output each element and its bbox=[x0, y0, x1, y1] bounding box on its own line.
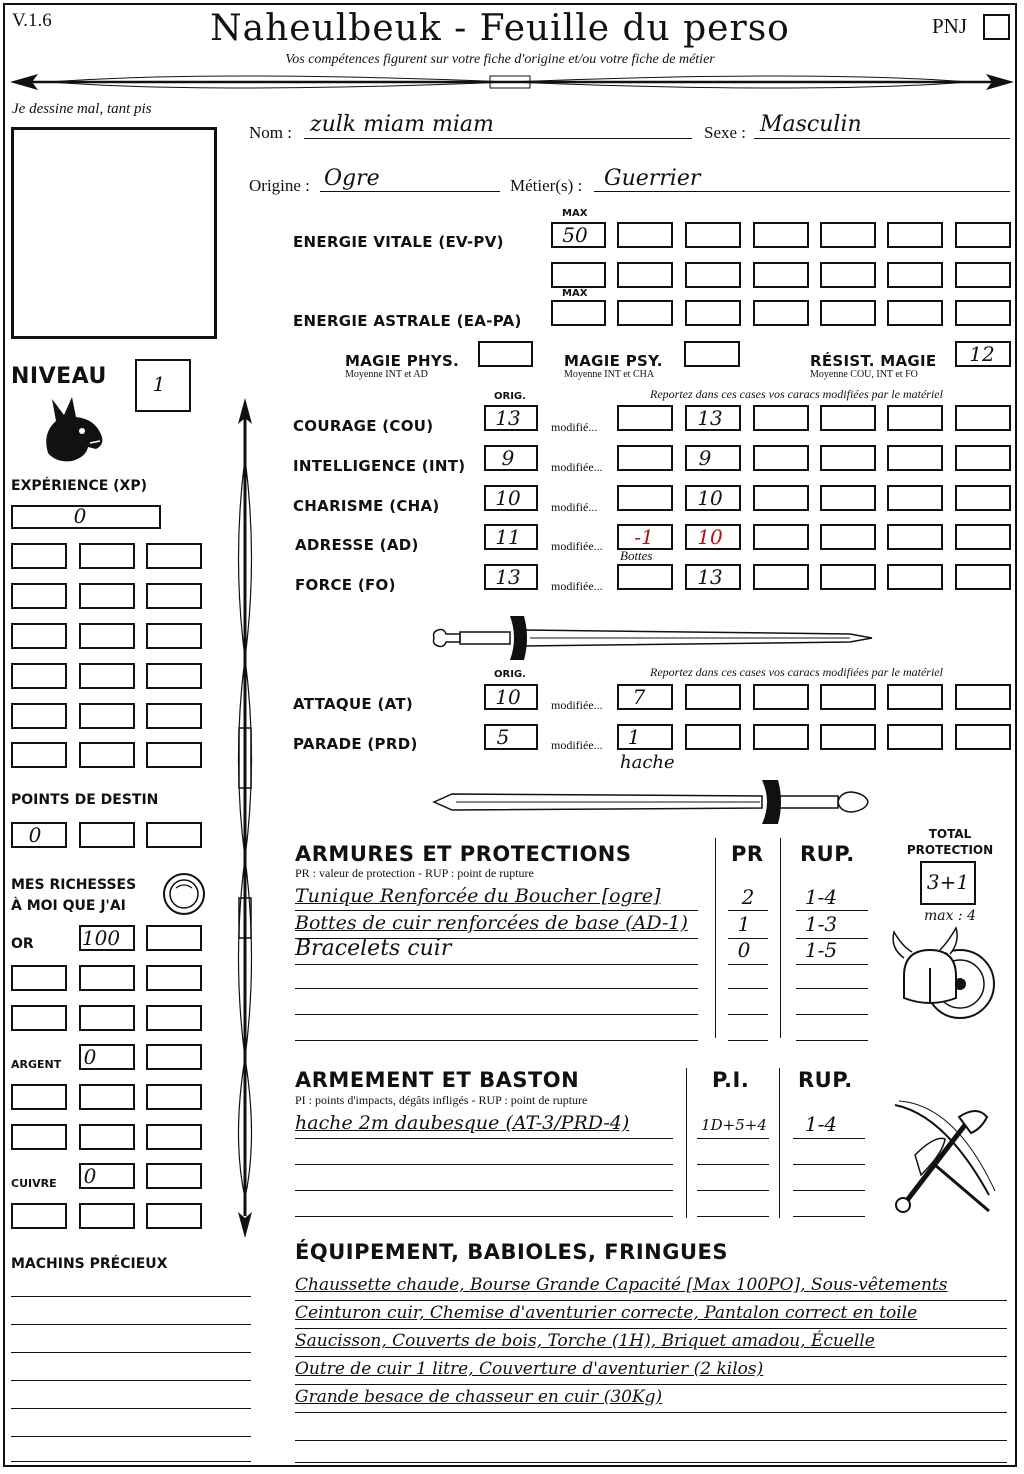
carac-mod-note-ad: Bottes bbox=[620, 548, 653, 563]
carac-box-int-3[interactable] bbox=[753, 445, 809, 471]
equipement-text-5: Grande besace de chasseur en cuir (30Kg) bbox=[295, 1387, 663, 1407]
carac-label-ad: ADRESSE (AD) bbox=[295, 536, 419, 554]
magie-psy-box[interactable] bbox=[684, 341, 740, 367]
armure-rup-2: 1-3 bbox=[804, 912, 838, 936]
ea-box-4[interactable] bbox=[820, 300, 876, 326]
origine-label: Origine : bbox=[249, 176, 310, 195]
arme-name-1: hache 2m daubesque (AT-3/PRD-4) bbox=[295, 1112, 630, 1134]
ev-box-3[interactable] bbox=[753, 222, 809, 248]
experience-label: EXPÉRIENCE (XP) bbox=[11, 478, 148, 494]
armure-name-3: Bracelets cuir bbox=[295, 936, 452, 961]
carac-box-cha-4[interactable] bbox=[820, 485, 876, 511]
argent-box-3[interactable] bbox=[11, 1084, 67, 1110]
carac-mod-label-fo: modifiée... bbox=[551, 579, 603, 593]
ev-max-label: MAX bbox=[562, 208, 588, 219]
combat-mod-label-prd: modifiée... bbox=[551, 738, 603, 752]
armement-title: ARMEMENT ET BASTON bbox=[295, 1068, 580, 1092]
ea-box-2[interactable] bbox=[685, 300, 741, 326]
armure-line-5[interactable] bbox=[295, 992, 698, 1015]
xp-box-18[interactable] bbox=[146, 742, 202, 768]
combat-note: Reportez dans ces cases vos caracs modifiées par le matériel bbox=[650, 665, 943, 679]
page-subtitle: Vos compétences figurent sur votre fiche d'origine et/ou votre fiche de métier bbox=[285, 52, 715, 67]
xp-box-9[interactable] bbox=[146, 623, 202, 649]
carac-mod-label-cha: modifié... bbox=[551, 500, 598, 514]
carac-box-cou-4[interactable] bbox=[820, 405, 876, 431]
combat-box-prd-3[interactable] bbox=[753, 724, 809, 750]
combat-box-at-6[interactable] bbox=[955, 684, 1011, 710]
carac-label-cou: COURAGE (COU) bbox=[293, 417, 434, 435]
combat-box-prd-4[interactable] bbox=[820, 724, 876, 750]
armure-name-2: Bottes de cuir renforcées de base (AD-1) bbox=[295, 912, 688, 934]
cuivre-box-3[interactable] bbox=[11, 1203, 67, 1229]
carac-final-value-ad: 10 bbox=[697, 525, 723, 549]
ea-max-box[interactable] bbox=[551, 300, 606, 326]
combat-label-at: ATTAQUE (AT) bbox=[293, 695, 414, 713]
arme-rup-line-4[interactable] bbox=[793, 1194, 865, 1217]
carac-box-fo-3[interactable] bbox=[753, 564, 809, 590]
magie-psy-label: MAGIE PSY. bbox=[564, 352, 663, 370]
armure-line-4[interactable] bbox=[295, 966, 698, 989]
resist-magie-note: Moyenne COU, INT et FO bbox=[810, 369, 918, 380]
carac-orig-value-ad: 11 bbox=[495, 525, 521, 549]
experience-value: 0 bbox=[73, 504, 87, 528]
or-label: OR bbox=[11, 936, 34, 952]
arme-rup-line-3[interactable] bbox=[793, 1168, 865, 1191]
carac-orig-value-cha: 10 bbox=[495, 486, 521, 510]
resist-magie-label: RÉSIST. MAGIE bbox=[810, 352, 937, 370]
cuivre-label: CUIVRE bbox=[11, 1177, 57, 1190]
armure-rup-3: 1-5 bbox=[804, 938, 838, 962]
carac-box-cou-5[interactable] bbox=[887, 405, 943, 431]
richesses-label-1: MES RICHESSES bbox=[11, 877, 137, 893]
richesses-label-2: À MOI QUE J'AI bbox=[11, 898, 126, 914]
carac-orig-value-cou: 13 bbox=[495, 406, 521, 430]
carac-box-cou-3[interactable] bbox=[753, 405, 809, 431]
machins-line-5[interactable] bbox=[11, 1388, 251, 1409]
page-title: Naheulbeuk - Feuille du perso bbox=[210, 8, 790, 49]
arme-line-4[interactable] bbox=[295, 1194, 673, 1217]
vertical-spear-icon bbox=[228, 398, 262, 1238]
or-box-4[interactable] bbox=[79, 965, 135, 991]
metier-value: Guerrier bbox=[604, 166, 701, 191]
armure-rup-line-4[interactable] bbox=[796, 966, 868, 989]
carac-mod-label-int: modifiée... bbox=[551, 460, 603, 474]
ev-box-10[interactable] bbox=[753, 262, 809, 288]
magie-psy-note: Moyenne INT et CHA bbox=[564, 369, 655, 380]
arme-line-2[interactable] bbox=[295, 1142, 673, 1165]
carac-final-value-fo: 13 bbox=[697, 565, 723, 589]
combat-mod-value-prd: 1 bbox=[627, 725, 641, 749]
combat-box-at-5[interactable] bbox=[887, 684, 943, 710]
combat-orig-value-prd: 5 bbox=[496, 725, 510, 749]
ea-label: ENERGIE ASTRALE (EA-PA) bbox=[293, 312, 522, 330]
machins-line-7[interactable] bbox=[11, 1441, 251, 1462]
xp-box-15[interactable] bbox=[146, 703, 202, 729]
argent-box-7[interactable] bbox=[79, 1124, 135, 1150]
arme-pi-line-4[interactable] bbox=[697, 1194, 769, 1217]
magie-phys-note: Moyenne INT et AD bbox=[345, 369, 428, 380]
combat-box-prd-6[interactable] bbox=[955, 724, 1011, 750]
carac-label-fo: FORCE (FO) bbox=[295, 576, 396, 594]
portrait-caption: Je dessine mal, tant pis bbox=[12, 101, 152, 117]
combat-mod-note: hache bbox=[620, 752, 675, 773]
xp-box-13[interactable] bbox=[11, 703, 67, 729]
equipement-text-3: Saucisson, Couverts de bois, Torche (1H), Briquet amadou, Écuelle bbox=[295, 1331, 875, 1351]
armure-pr-line-5[interactable] bbox=[728, 992, 768, 1015]
carac-orig-value-int: 9 bbox=[501, 446, 515, 470]
armures-rup-label: RUP. bbox=[800, 842, 855, 866]
xp-box-7[interactable] bbox=[11, 623, 67, 649]
ev-box-4[interactable] bbox=[820, 222, 876, 248]
or-box-6[interactable] bbox=[11, 1005, 67, 1031]
carac-mod-box-cha[interactable] bbox=[617, 485, 673, 511]
ev-max-value: 50 bbox=[562, 223, 588, 247]
argent-box-5[interactable] bbox=[146, 1084, 202, 1110]
armement-col-divider-1 bbox=[686, 1068, 687, 1218]
dragon-head-icon bbox=[38, 393, 108, 465]
carac-box-int-6[interactable] bbox=[955, 445, 1011, 471]
carac-mod-label-cou: modifié... bbox=[551, 420, 598, 434]
sexe-value: Masculin bbox=[760, 112, 862, 137]
armure-pr-line-4[interactable] bbox=[728, 966, 768, 989]
ev-box-13[interactable] bbox=[955, 262, 1011, 288]
combat-orig-label: ORIG. bbox=[494, 669, 526, 680]
machins-line-3[interactable] bbox=[11, 1332, 251, 1353]
carac-mod-box-fo[interactable] bbox=[617, 564, 673, 590]
carac-final-value-cou: 13 bbox=[697, 406, 723, 430]
carac-box-fo-4[interactable] bbox=[820, 564, 876, 590]
helmet-shield-icon bbox=[890, 928, 1000, 1028]
total-protection-max: max : 4 bbox=[923, 908, 977, 924]
armure-line-6[interactable] bbox=[295, 1018, 698, 1041]
carac-box-fo-6[interactable] bbox=[955, 564, 1011, 590]
arme-rup-1: 1-4 bbox=[804, 1112, 838, 1136]
spear-divider-icon bbox=[10, 62, 1014, 102]
carac-mod-box-cou[interactable] bbox=[617, 405, 673, 431]
equipement-text-1: Chaussette chaude, Bourse Grande Capacité [Max 100PO], Sous-vêtements bbox=[295, 1275, 948, 1295]
xp-box-8[interactable] bbox=[79, 623, 135, 649]
carac-box-ad-3[interactable] bbox=[753, 524, 809, 550]
niveau-label: NIVEAU bbox=[11, 364, 107, 389]
nom-value: zulk miam miam bbox=[310, 112, 494, 137]
cuivre-value: 0 bbox=[83, 1164, 97, 1188]
ev-box-2[interactable] bbox=[685, 222, 741, 248]
armures-note: PR : valeur de protection - RUP : point de rupture bbox=[295, 866, 534, 880]
arme-pi-line-3[interactable] bbox=[697, 1168, 769, 1191]
or-box-7[interactable] bbox=[79, 1005, 135, 1031]
crossed-weapons-icon bbox=[885, 1095, 1005, 1215]
arme-rup-line-2[interactable] bbox=[793, 1142, 865, 1165]
sexe-label: Sexe : bbox=[704, 123, 747, 142]
pnj-label: PNJ bbox=[932, 14, 968, 38]
armement-rup-label: RUP. bbox=[798, 1068, 853, 1092]
xp-box-5[interactable] bbox=[79, 583, 135, 609]
carac-mod-label-ad: modifiée... bbox=[551, 539, 603, 553]
combat-box-at-4[interactable] bbox=[820, 684, 876, 710]
argent-box-6[interactable] bbox=[11, 1124, 67, 1150]
carac-box-cha-6[interactable] bbox=[955, 485, 1011, 511]
ea-box-6[interactable] bbox=[955, 300, 1011, 326]
nom-label: Nom : bbox=[249, 123, 292, 142]
armure-rup-line-6[interactable] bbox=[796, 1018, 868, 1041]
armement-pi-label: P.I. bbox=[712, 1068, 750, 1092]
carac-box-cha-3[interactable] bbox=[753, 485, 809, 511]
armement-note: PI : points d'impacts, dégâts infligés - RUP : point de rupture bbox=[295, 1093, 588, 1107]
carac-final-value-int: 9 bbox=[698, 446, 712, 470]
armure-pr-2: 1 bbox=[737, 912, 751, 936]
armure-pr-1: 2 bbox=[741, 885, 755, 909]
total-protection-label-2: PROTECTION bbox=[906, 843, 994, 857]
long-sword-icon bbox=[432, 776, 872, 828]
combat-box-prd-5[interactable] bbox=[887, 724, 943, 750]
xp-box-11[interactable] bbox=[79, 663, 135, 689]
ev-box-8[interactable] bbox=[617, 262, 673, 288]
argent-box-4[interactable] bbox=[79, 1084, 135, 1110]
cuivre-box-2[interactable] bbox=[146, 1163, 202, 1189]
destin-box-2[interactable] bbox=[79, 822, 135, 848]
caracs-note: Reportez dans ces cases vos caracs modifiées par le matériel bbox=[650, 387, 943, 401]
armure-pr-3: 0 bbox=[737, 938, 751, 962]
armures-pr-label: PR bbox=[731, 842, 764, 866]
portrait-box[interactable] bbox=[11, 127, 217, 339]
armures-title: ARMURES ET PROTECTIONS bbox=[295, 842, 632, 866]
resist-magie-value: 12 bbox=[969, 342, 995, 366]
armure-name-1: Tunique Renforcée du Boucher [ogre] bbox=[295, 885, 661, 907]
machins-line-4[interactable] bbox=[11, 1360, 251, 1381]
cuivre-box-4[interactable] bbox=[79, 1203, 135, 1229]
armure-rup-1: 1-4 bbox=[804, 885, 838, 909]
argent-value: 0 bbox=[83, 1045, 97, 1069]
xp-box-12[interactable] bbox=[146, 663, 202, 689]
ev-box-11[interactable] bbox=[820, 262, 876, 288]
armures-col-divider-2 bbox=[780, 838, 781, 1038]
ev-box-12[interactable] bbox=[887, 262, 943, 288]
ev-box-1[interactable] bbox=[617, 222, 673, 248]
xp-box-1[interactable] bbox=[11, 543, 67, 569]
ev-box-9[interactable] bbox=[685, 262, 741, 288]
or-box-8[interactable] bbox=[146, 1005, 202, 1031]
ea-max-label: MAX bbox=[562, 288, 588, 299]
combat-box-at-2[interactable] bbox=[685, 684, 741, 710]
or-box-2[interactable] bbox=[146, 925, 202, 951]
armures-col-divider-1 bbox=[715, 838, 716, 1038]
xp-box-16[interactable] bbox=[11, 742, 67, 768]
combat-mod-label-at: modifiée... bbox=[551, 698, 603, 712]
xp-box-17[interactable] bbox=[79, 742, 135, 768]
arme-pi-line-2[interactable] bbox=[697, 1142, 769, 1165]
equipement-text-4: Outre de cuir 1 litre, Couverture d'aventurier (2 kilos) bbox=[295, 1359, 764, 1379]
equipement-line-6[interactable] bbox=[295, 1418, 1007, 1441]
cuivre-box-5[interactable] bbox=[146, 1203, 202, 1229]
or-box-5[interactable] bbox=[146, 965, 202, 991]
machins-line-6[interactable] bbox=[11, 1416, 251, 1437]
xp-box-4[interactable] bbox=[11, 583, 67, 609]
coin-icon bbox=[162, 872, 206, 916]
xp-box-14[interactable] bbox=[79, 703, 135, 729]
carac-box-int-5[interactable] bbox=[887, 445, 943, 471]
origine-value: Ogre bbox=[324, 166, 380, 191]
argent-box-8[interactable] bbox=[146, 1124, 202, 1150]
sword-icon bbox=[430, 612, 875, 662]
carac-label-int: INTELLIGENCE (INT) bbox=[293, 457, 466, 475]
ev-box-5[interactable] bbox=[887, 222, 943, 248]
combat-mod-value-at: 7 bbox=[632, 685, 646, 709]
argent-label: ARGENT bbox=[11, 1058, 62, 1071]
caracs-orig-label: ORIG. bbox=[494, 391, 526, 402]
xp-box-3[interactable] bbox=[146, 543, 202, 569]
argent-box-2[interactable] bbox=[146, 1044, 202, 1070]
or-box-3[interactable] bbox=[11, 965, 67, 991]
ea-box-1[interactable] bbox=[617, 300, 673, 326]
ev-box-6[interactable] bbox=[955, 222, 1011, 248]
ev-box-7[interactable] bbox=[551, 262, 606, 288]
carac-box-fo-5[interactable] bbox=[887, 564, 943, 590]
carac-mod-box-int[interactable] bbox=[617, 445, 673, 471]
carac-box-ad-5[interactable] bbox=[887, 524, 943, 550]
carac-label-cha: CHARISME (CHA) bbox=[293, 497, 440, 515]
destin-label: POINTS DE DESTIN bbox=[11, 792, 159, 808]
armure-pr-line-6[interactable] bbox=[728, 1018, 768, 1041]
arme-line-3[interactable] bbox=[295, 1168, 673, 1191]
combat-box-prd-2[interactable] bbox=[685, 724, 741, 750]
total-protection-label-1: TOTAL bbox=[928, 827, 972, 841]
carac-box-ad-6[interactable] bbox=[955, 524, 1011, 550]
or-value: 100 bbox=[81, 926, 121, 950]
pnj-checkbox[interactable] bbox=[983, 14, 1010, 40]
metier-label: Métier(s) : bbox=[510, 176, 583, 195]
equipement-title: ÉQUIPEMENT, BABIOLES, FRINGUES bbox=[295, 1240, 728, 1264]
combat-box-at-3[interactable] bbox=[753, 684, 809, 710]
ea-box-5[interactable] bbox=[887, 300, 943, 326]
total-protection-value: 3+1 bbox=[926, 870, 970, 894]
carac-final-value-cha: 10 bbox=[697, 486, 723, 510]
ev-label: ENERGIE VITALE (EV-PV) bbox=[293, 233, 504, 251]
carac-orig-value-fo: 13 bbox=[495, 565, 521, 589]
niveau-value: 1 bbox=[152, 372, 166, 396]
combat-orig-value-at: 10 bbox=[495, 685, 521, 709]
equipement-text-2: Ceinturon cuir, Chemise d'aventurier correcte, Pantalon correct en toile bbox=[295, 1303, 918, 1323]
carac-box-int-4[interactable] bbox=[820, 445, 876, 471]
magie-phys-box[interactable] bbox=[478, 341, 533, 367]
xp-box-2[interactable] bbox=[79, 543, 135, 569]
armure-rup-line-5[interactable] bbox=[796, 992, 868, 1015]
xp-box-10[interactable] bbox=[11, 663, 67, 689]
destin-box-3[interactable] bbox=[146, 822, 202, 848]
magie-phys-label: MAGIE PHYS. bbox=[345, 352, 460, 370]
ea-box-3[interactable] bbox=[753, 300, 809, 326]
arme-pi-1: 1D+5+4 bbox=[701, 1116, 767, 1134]
xp-box-6[interactable] bbox=[146, 583, 202, 609]
destin-value: 0 bbox=[28, 823, 42, 847]
armement-col-divider-2 bbox=[779, 1068, 780, 1218]
machins-label: MACHINS PRÉCIEUX bbox=[11, 1256, 168, 1272]
carac-box-ad-4[interactable] bbox=[820, 524, 876, 550]
carac-box-cha-5[interactable] bbox=[887, 485, 943, 511]
carac-mod-value-ad: -1 bbox=[634, 525, 654, 549]
carac-box-cou-6[interactable] bbox=[955, 405, 1011, 431]
equipement-line-7[interactable] bbox=[295, 1442, 1007, 1463]
machins-line-1[interactable] bbox=[11, 1276, 251, 1297]
machins-line-2[interactable] bbox=[11, 1304, 251, 1325]
version-label: V.1.6 bbox=[12, 10, 52, 31]
combat-label-prd: PARADE (PRD) bbox=[293, 735, 418, 753]
